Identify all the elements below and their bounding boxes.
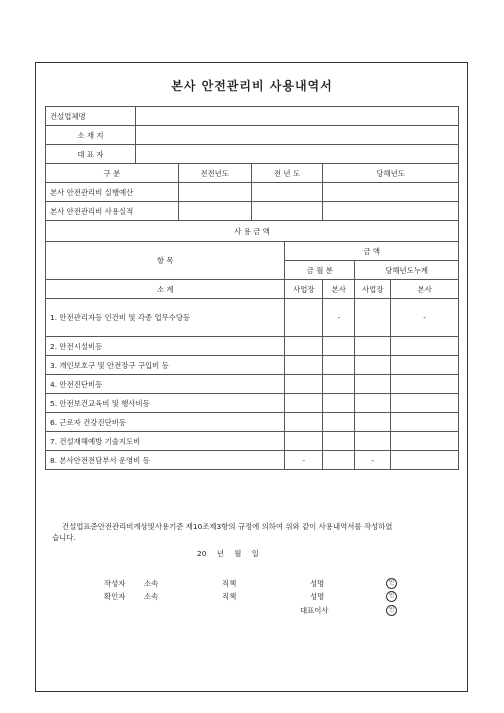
- budget-actual-prev[interactable]: [251, 202, 323, 221]
- item-month-hq[interactable]: [323, 337, 355, 356]
- item-cumulative-hq[interactable]: [391, 413, 459, 432]
- expense-table: [45, 106, 459, 470]
- item-month-site[interactable]: [285, 337, 323, 356]
- company-row: [46, 107, 459, 126]
- item-cumulative-hq[interactable]: [391, 394, 459, 413]
- budget-actual-prev2[interactable]: [178, 202, 251, 221]
- address-row: [46, 126, 459, 145]
- item-month-site[interactable]: [285, 413, 323, 432]
- table-row: [46, 451, 459, 470]
- checker-position: 직책: [222, 592, 237, 601]
- item-label: 5. 안전보건교육비 및 행사비등: [46, 394, 285, 413]
- item-cumulative-site[interactable]: [355, 413, 391, 432]
- item-label: 3. 개인보호구 및 안전장구 구입비 등: [46, 356, 285, 375]
- cumulative-hq-header: 본사: [391, 280, 459, 299]
- subtotal-header-row: [46, 280, 459, 299]
- item-cumulative-site[interactable]: [355, 432, 391, 451]
- item-cumulative-hq[interactable]: [391, 337, 459, 356]
- budget-actual-label: 본사 안전관리비 사용실적: [46, 202, 179, 221]
- address-value[interactable]: [135, 126, 458, 145]
- budget-plan-current[interactable]: [323, 183, 459, 202]
- ceo-seal-icon: 인: [386, 605, 397, 616]
- table-row: [46, 375, 459, 394]
- item-label: 6. 근로자 건강진단비등: [46, 413, 285, 432]
- item-label: 2. 안전시설비등: [46, 337, 285, 356]
- checker-affiliation: 소속: [144, 592, 159, 601]
- prev2-year-header: 전전년도: [178, 164, 251, 183]
- checker-seal-icon: 인: [386, 591, 397, 602]
- budget-plan-prev[interactable]: [251, 183, 323, 202]
- item-label: 7. 건설재해예방 기술지도비: [46, 432, 285, 451]
- table-row: [46, 356, 459, 375]
- item-cumulative-hq[interactable]: [391, 432, 459, 451]
- item-month-site[interactable]: [285, 432, 323, 451]
- item-cumulative-hq[interactable]: [391, 356, 459, 375]
- month-site-header: 사업장: [285, 280, 323, 299]
- ceo-label: 대표이사: [300, 606, 329, 615]
- statement-line-2: 습니다.: [52, 533, 76, 542]
- checker-role: 확인자: [104, 592, 126, 601]
- current-year-header: 당해년도: [323, 164, 459, 183]
- item-month-site[interactable]: [285, 299, 323, 337]
- item-cumulative-hq[interactable]: [391, 451, 459, 470]
- writer-role: 작성자: [104, 579, 126, 588]
- statement: [52, 521, 468, 543]
- item-month-site[interactable]: [285, 394, 323, 413]
- date-line[interactable]: 20 년 월 일: [197, 549, 259, 558]
- item-month-site[interactable]: [285, 375, 323, 394]
- representative-label: 대 표 자: [46, 145, 136, 164]
- item-month-site[interactable]: [285, 356, 323, 375]
- item-month-hq[interactable]: [323, 451, 355, 470]
- item-cumulative-site[interactable]: [355, 299, 391, 337]
- item-cumulative-site[interactable]: [355, 375, 391, 394]
- usage-amount-header: 사 용 금 액: [46, 221, 459, 242]
- usage-header-row: [46, 221, 459, 242]
- item-month-hq[interactable]: -: [323, 299, 355, 337]
- table-row: [46, 337, 459, 356]
- representative-row: [46, 145, 459, 164]
- item-cumulative-hq[interactable]: [391, 375, 459, 394]
- representative-value[interactable]: [135, 145, 458, 164]
- writer-position: 직책: [222, 579, 237, 588]
- item-label: 4. 안전진단비등: [46, 375, 285, 394]
- budget-plan-label: 본사 안전관리비 실행예산: [46, 183, 179, 202]
- address-label: 소 재 지: [46, 126, 136, 145]
- statement-line-1: 건설업표준안전관리비계상및사용기준 제10조제3항의 규정에 의하여 위와 같이 사용내역서를 작성하였: [62, 522, 393, 531]
- budget-actual-current[interactable]: [323, 202, 459, 221]
- item-month-hq[interactable]: [323, 375, 355, 394]
- budget-plan-row: [46, 183, 459, 202]
- item-label: 8. 본사안전전담부서 운영비 등: [46, 451, 285, 470]
- item-header: 항 목: [46, 242, 285, 280]
- cumulative-site-header: 사업장: [355, 280, 391, 299]
- table-row: [46, 394, 459, 413]
- item-month-hq[interactable]: [323, 413, 355, 432]
- item-month-hq[interactable]: [323, 356, 355, 375]
- amount-header: 금 액: [285, 242, 459, 261]
- budget-header-row: [46, 164, 459, 183]
- item-cumulative-site[interactable]: -: [355, 451, 391, 470]
- writer-name: 성명: [310, 579, 325, 588]
- table-row: [46, 432, 459, 451]
- item-cumulative-site[interactable]: [355, 356, 391, 375]
- item-month-site[interactable]: -: [285, 451, 323, 470]
- item-cumulative-site[interactable]: [355, 394, 391, 413]
- year-cumulative-header: 당해년도누계: [355, 261, 459, 280]
- budget-plan-prev2[interactable]: [178, 183, 251, 202]
- prev-year-header: 전 년 도: [251, 164, 323, 183]
- budget-actual-row: [46, 202, 459, 221]
- document-title: 본사 안전관리비 사용내역서: [171, 79, 333, 93]
- checker-name: 성명: [310, 592, 325, 601]
- this-month-header: 금 월 분: [285, 261, 355, 280]
- item-cumulative-hq[interactable]: -: [391, 299, 459, 337]
- table-row: [46, 413, 459, 432]
- month-hq-header: 본사: [323, 280, 355, 299]
- company-label: 건설업체명: [46, 107, 136, 126]
- writer-affiliation: 소속: [144, 579, 159, 588]
- item-cumulative-site[interactable]: [355, 337, 391, 356]
- table-row: [46, 299, 459, 337]
- category-header: 구 분: [46, 164, 179, 183]
- item-month-hq[interactable]: [323, 432, 355, 451]
- writer-seal-icon: 인: [386, 578, 397, 589]
- item-label: 1. 안전관리자등 인건비 및 각종 업무수당등: [46, 299, 285, 337]
- company-value[interactable]: [135, 107, 458, 126]
- subtotal-label: 소 계: [46, 280, 285, 299]
- amount-header-row: [46, 242, 459, 261]
- item-month-hq[interactable]: [323, 394, 355, 413]
